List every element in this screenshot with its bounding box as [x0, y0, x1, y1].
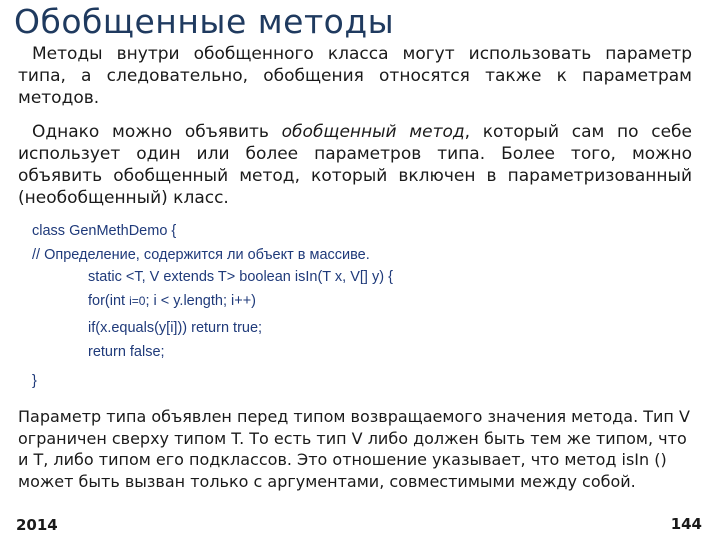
code-for-start: for(int: [88, 293, 130, 309]
paragraph-1: Методы внутри обобщенного класса могут использовать параметр типа, а следовательно, обобщения относятся также к параметрам методов.: [18, 44, 692, 108]
footer-year: 2014: [16, 516, 58, 534]
code-line-if: if(x.equals(y[i])) return true;: [88, 320, 263, 336]
code-line-comment: // Определение, содержится ли объект в массиве.: [32, 247, 370, 263]
paragraph-2-emphasis: обобщенный метод: [281, 122, 465, 142]
code-line-close-brace: }: [32, 373, 37, 389]
slide-title: Обобщенные методы: [14, 2, 395, 41]
page-number: 144: [670, 515, 702, 533]
code-for-init: i=0: [129, 294, 146, 308]
paragraph-3: Параметр типа объявлен перед типом возвращаемого значения метода. Тип V ограничен сверху типом T. То есть тип V либо должен быть тем же типом, что и T, либо типом его подклассов. Это отношение указывает, что метод isIn () может быть вызван только с аргументами, совместимыми между собой.: [18, 407, 690, 491]
code-line-return: return false;: [88, 344, 165, 360]
paragraph-2-end: , который сам по себе использует один или более параметров типа. Более того, можно объявить обобщенный метод, который включен в параметризованный (необобщенный) класс.: [18, 122, 693, 208]
code-line-class: class GenMethDemo {: [32, 223, 177, 239]
paragraph-2-start: Однако можно объявить: [32, 122, 282, 142]
paragraph-2: [18, 121, 692, 209]
code-line-method-signature: static <T, V extends T> boolean isIn(T x, V[] y) {: [88, 269, 393, 285]
code-for-end: ; i < y.length; i++): [145, 293, 257, 309]
code-line-for-loop: [88, 293, 256, 309]
